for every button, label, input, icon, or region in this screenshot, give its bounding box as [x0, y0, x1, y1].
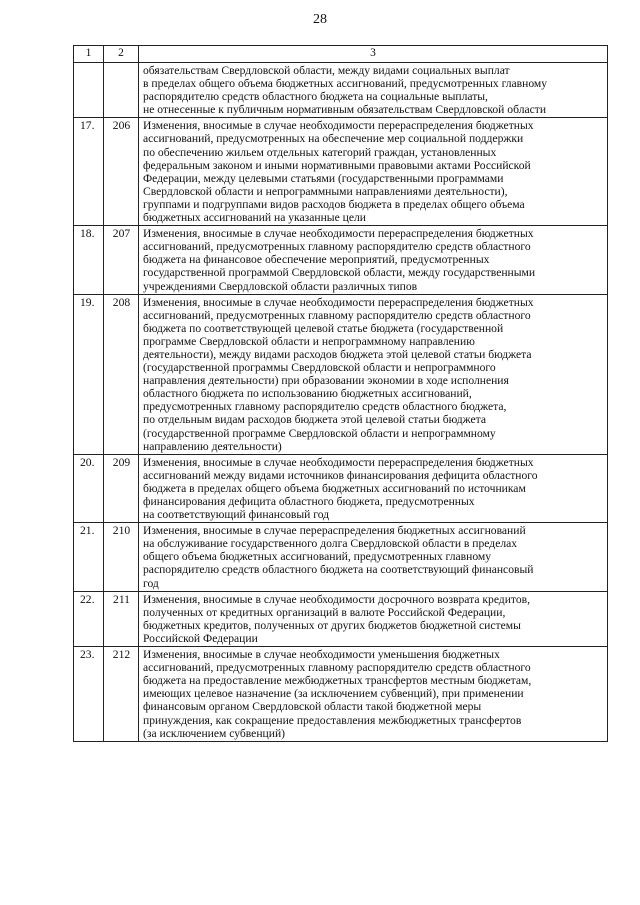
table-row — [74, 294, 608, 454]
description-line: Изменения, вносимые в случае необходимости уменьшения бюджетных — [143, 648, 500, 662]
description-line: Изменения, вносимые в случае необходимости перераспределения бюджетных — [143, 455, 534, 469]
table-row — [74, 454, 608, 522]
budget-changes-table — [73, 45, 608, 742]
row-code: 207 — [104, 226, 139, 294]
row-code: 211 — [104, 591, 139, 646]
description-line: бюджетных кредитов, полученных от других бюджетов бюджетной системы — [143, 618, 521, 632]
column-header-1: 1 — [74, 46, 104, 63]
row-number — [74, 63, 104, 118]
description-line: бюджета в пределах общего объема бюджетных ассигнований по источникам — [143, 481, 526, 495]
description-line: общего объема бюджетных ассигнований, предусмотренных главному — [143, 550, 492, 564]
description-line: ассигнований между видами источников финансирования дефицита областного — [143, 468, 538, 482]
row-code: 209 — [104, 454, 139, 522]
description-line: областного бюджета по использованию бюджетных ассигнований, — [143, 387, 472, 401]
description-line: Изменения, вносимые в случае перераспределения бюджетных ассигнований — [143, 524, 526, 538]
row-number: 20. — [74, 454, 104, 522]
row-number: 19. — [74, 294, 104, 454]
description-line: полученных от кредитных организаций в валюте Российской Федерации, — [143, 605, 506, 619]
row-description — [139, 294, 608, 454]
description-line: Свердловской области и непрограммными направлениями деятельности), — [143, 184, 508, 198]
row-description — [139, 118, 608, 226]
description-line: учреждениями Свердловской области различных типов — [143, 279, 418, 293]
row-code: 212 — [104, 647, 139, 742]
table-row — [74, 63, 608, 118]
table-row — [74, 226, 608, 294]
description-line: Изменения, вносимые в случае необходимости перераспределения бюджетных — [143, 119, 534, 133]
row-code: 208 — [104, 294, 139, 454]
description-line: по обеспечению жильем отдельных категорий граждан, установленных — [143, 145, 497, 159]
description-line: по отдельным видам расходов бюджета этой целевой статьи бюджета — [143, 413, 486, 427]
row-number: 23. — [74, 647, 104, 742]
description-line: деятельности), между видами расходов бюджета этой целевой статьи бюджета — [143, 347, 532, 361]
description-line: имеющих целевое назначение (за исключением субвенций), при применении — [143, 687, 524, 701]
row-number: 21. — [74, 523, 104, 591]
description-line: финансовым органом Свердловской области такой бюджетной меры — [143, 700, 482, 714]
description-line: на обслуживание государственного долга Свердловской области в пределах — [143, 537, 518, 551]
row-number: 22. — [74, 591, 104, 646]
table-body — [74, 63, 608, 742]
description-line: ассигнований, предусмотренных на обеспечение мер социальной поддержки — [143, 132, 524, 146]
description-line: Федерации, между целевыми статьями (государственными программами — [143, 171, 504, 185]
description-line: распорядителю средств областного бюджета на социальные выплаты, — [143, 90, 488, 104]
row-number: 17. — [74, 118, 104, 226]
description-line: принуждения, как сокращение предоставления межбюджетных трансфертов — [143, 713, 522, 727]
description-line: ассигнований, предусмотренных главному распорядителю средств областного — [143, 308, 531, 322]
description-line: федеральным законом и иными нормативными правовыми актами Российской — [143, 158, 531, 172]
description-line: направления деятельности) при образовании экономии в ходе исполнения — [143, 374, 509, 388]
row-description — [139, 647, 608, 742]
row-code: 206 — [104, 118, 139, 226]
description-line: (государственной программе Свердловской области и непрограммному — [143, 426, 496, 440]
description-line: в пределах общего объема бюджетных ассигнований, предусмотренных главному — [143, 77, 548, 91]
table-row — [74, 591, 608, 646]
column-header-2: 2 — [104, 46, 139, 63]
column-header-3: 3 — [139, 46, 608, 63]
description-line: на соответствующий финансовый год — [143, 508, 330, 522]
description-line: программе Свердловской области и непрограммному направлению — [143, 334, 475, 348]
description-line: направлению деятельности) — [143, 439, 282, 453]
description-line: (государственной программы Свердловской области и непрограммного — [143, 361, 496, 375]
description-line: год — [143, 576, 159, 590]
description-line: финансирования дефицита областного бюджета, предусмотренных — [143, 495, 475, 508]
description-line: Российской Федерации — [143, 631, 258, 645]
row-description — [139, 591, 608, 646]
row-description — [139, 523, 608, 591]
description-line: обязательствам Свердловской области, между видами социальных выплат — [143, 64, 510, 77]
description-line: предусмотренных главному распорядителю средств областного бюджета, — [143, 400, 507, 414]
description-line: Изменения, вносимые в случае необходимости перераспределения бюджетных — [143, 227, 534, 241]
description-line: Изменения, вносимые в случае необходимости досрочного возврата кредитов, — [143, 592, 530, 606]
row-code — [104, 63, 139, 118]
row-description — [139, 454, 608, 522]
description-line: Изменения, вносимые в случае необходимости перераспределения бюджетных — [143, 295, 534, 309]
description-line: государственной программой Свердловской области, между государственными — [143, 266, 536, 280]
row-description — [139, 63, 608, 118]
table-header-row — [74, 46, 608, 63]
description-line: бюджета на предоставление межбюджетных трансфертов местным бюджетам, — [143, 674, 532, 688]
description-line: распорядителю средств областного бюджета на соответствующий финансовый — [143, 563, 534, 577]
table-row — [74, 523, 608, 591]
description-line: бюджетных ассигнований на указанные цели — [143, 211, 366, 225]
description-line: (за исключением субвенций) — [143, 726, 286, 740]
description-line: не отнесенные к публичным нормативным обязательствам Свердловской области — [143, 103, 547, 117]
row-number: 18. — [74, 226, 104, 294]
description-line: бюджета на финансовое обеспечение мероприятий, предусмотренных — [143, 253, 490, 267]
description-line: ассигнований, предусмотренных главному распорядителю средств областного — [143, 240, 531, 254]
page-number: 28 — [313, 12, 327, 27]
table-row — [74, 118, 608, 226]
row-code: 210 — [104, 523, 139, 591]
description-line: группами и подгруппами видов расходов бюджета в пределах общего объема — [143, 197, 525, 211]
table-row — [74, 647, 608, 742]
row-description — [139, 226, 608, 294]
description-line: ассигнований, предусмотренных главному распорядителю средств областного — [143, 661, 531, 675]
description-line: бюджета по соответствующей целевой статье бюджета (государственной — [143, 321, 504, 335]
